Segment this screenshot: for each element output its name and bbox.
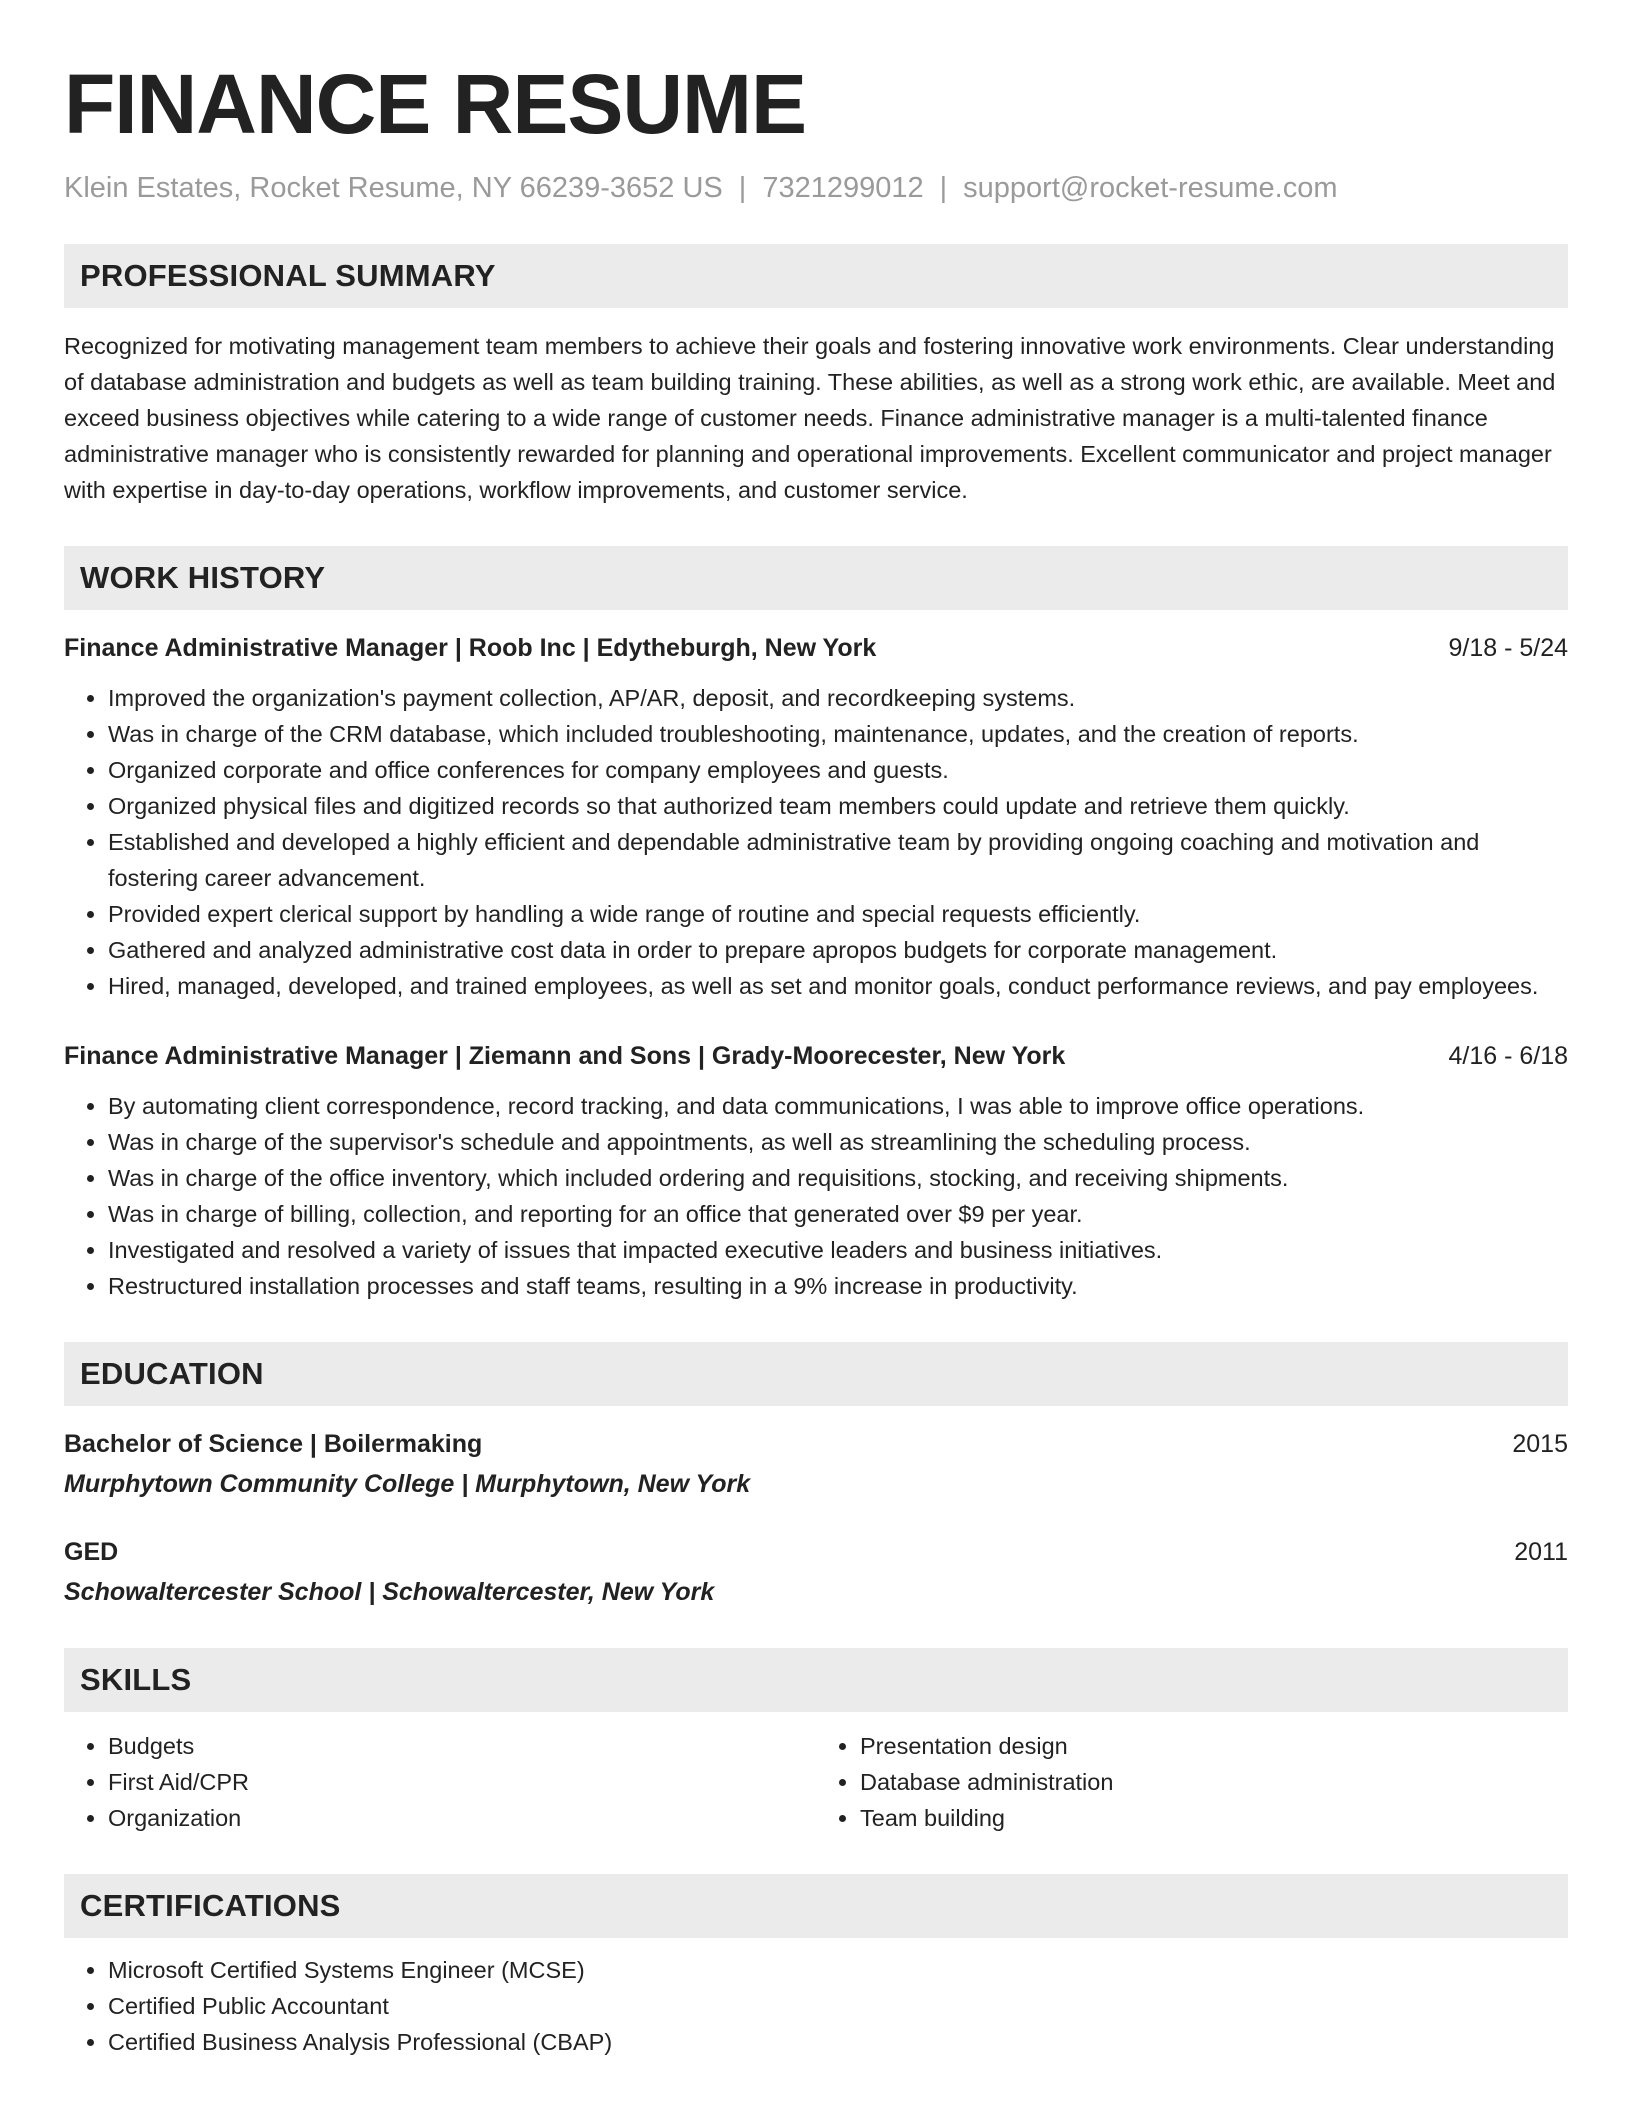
contact-line	[64, 170, 1568, 206]
job-bullet: • Investigated and resolved a variety of issues that impacted executive leaders and business initiatives.	[108, 1232, 1568, 1268]
education-school: Schowaltercester School | Schowaltercester, New York	[64, 1578, 715, 1606]
section-header-work	[64, 546, 1568, 610]
job-bullets	[64, 1088, 1568, 1304]
education-school: Murphytown Community College | Murphytown, New York	[64, 1470, 751, 1498]
job-entry	[64, 1038, 1568, 1304]
education-entry	[64, 1534, 1568, 1610]
contact-address: Klein Estates, Rocket Resume, NY 66239-3652 US	[64, 172, 723, 204]
job-dates: 9/18 - 5/24	[1448, 634, 1568, 662]
job-bullet: • Was in charge of billing, collection, and reporting for an office that generated over $9 per year.	[108, 1196, 1568, 1232]
contact-phone: 7321299012	[762, 172, 924, 204]
section-title-certifications: CERTIFICATIONS	[80, 1888, 341, 1923]
education-header	[64, 1534, 1568, 1570]
skill-item: • Database administration	[860, 1764, 1568, 1800]
skills-list	[64, 1728, 1568, 1836]
job-bullet: • Was in charge of the supervisor's schedule and appointments, as well as streamlining the scheduling process.	[108, 1124, 1568, 1160]
job-title: Finance Administrative Manager | Roob Inc | Edytheburgh, New York	[64, 634, 877, 662]
resume-title: FINANCE RESUME	[64, 57, 807, 151]
job-title: Finance Administrative Manager | Ziemann and Sons | Grady-Moorecester, New York	[64, 1042, 1066, 1070]
section-title-summary: PROFESSIONAL SUMMARY	[80, 258, 496, 293]
job-dates: 4/16 - 6/18	[1448, 1042, 1568, 1070]
job-entry	[64, 630, 1568, 1004]
education-degree: GED	[64, 1538, 119, 1566]
job-header	[64, 1038, 1568, 1074]
job-bullet: • Organized corporate and office conferences for company employees and guests.	[108, 752, 1568, 788]
contact-separator: |	[738, 172, 747, 204]
education-year: 2015	[1512, 1430, 1568, 1458]
education-year: 2011	[1514, 1538, 1568, 1566]
section-header-certifications	[64, 1874, 1568, 1938]
certification-item: • Microsoft Certified Systems Engineer (MCSE)	[108, 1952, 1568, 1988]
skill-item: • Team building	[860, 1800, 1568, 1836]
section-title-skills: SKILLS	[80, 1662, 192, 1697]
education-header	[64, 1426, 1568, 1462]
job-bullet: • Provided expert clerical support by handling a wide range of routine and special requests efficiently.	[108, 896, 1568, 932]
skills-column-left	[64, 1728, 816, 1836]
job-bullet: • By automating client correspondence, record tracking, and data communications, I was able to improve office operations.	[108, 1088, 1568, 1124]
section-header-education	[64, 1342, 1568, 1406]
skill-item: • Budgets	[108, 1728, 816, 1764]
skills-column-right	[816, 1728, 1568, 1836]
section-title-work: WORK HISTORY	[80, 560, 326, 595]
job-bullet: • Was in charge of the CRM database, which included troubleshooting, maintenance, updates, and the creation of reports.	[108, 716, 1568, 752]
education-entry	[64, 1426, 1568, 1502]
job-bullet: • Hired, managed, developed, and trained employees, as well as set and monitor goals, conduct performance reviews, and pay employees.	[108, 968, 1568, 1004]
contact-email: support@rocket-resume.com	[963, 172, 1338, 204]
job-bullets	[64, 680, 1568, 1004]
contact-separator: |	[939, 172, 948, 204]
job-bullet: • Established and developed a highly efficient and dependable administrative team by providing ongoing coaching and motivation and fostering career advancement.	[108, 824, 1568, 896]
job-bullet: • Improved the organization's payment collection, AP/AR, deposit, and recordkeeping systems.	[108, 680, 1568, 716]
certifications-list	[64, 1952, 1568, 2060]
section-header-summary	[64, 244, 1568, 308]
certification-item: • Certified Business Analysis Professional (CBAP)	[108, 2024, 1568, 2060]
section-title-education: EDUCATION	[80, 1356, 264, 1391]
skill-item: • Organization	[108, 1800, 816, 1836]
job-header	[64, 630, 1568, 666]
job-bullet: • Organized physical files and digitized records so that authorized team members could update and retrieve them quickly.	[108, 788, 1568, 824]
section-header-skills	[64, 1648, 1568, 1712]
job-bullet: • Was in charge of the office inventory, which included ordering and requisitions, stocking, and receiving shipments.	[108, 1160, 1568, 1196]
education-degree: Bachelor of Science | Boilermaking	[64, 1430, 483, 1458]
job-bullet: • Gathered and analyzed administrative cost data in order to prepare apropos budgets for corporate management.	[108, 932, 1568, 968]
job-bullet: • Restructured installation processes and staff teams, resulting in a 9% increase in productivity.	[108, 1268, 1568, 1304]
skill-item: • First Aid/CPR	[108, 1764, 816, 1800]
summary-text: Recognized for motivating management team members to achieve their goals and fostering innovative work environments. Clear understanding of database administration and budgets as well as team building training. These abilities, as well as a strong work ethic, are available. Meet and exceed business objectives while catering to a wide range of customer needs. Finance administrative manager is a multi-talented finance administrative manager who is consistently rewarded for planning and operational improvements. Excellent communicator and project manager with expertise in day-to-day operations, workflow improvements, and customer service.	[64, 333, 1556, 503]
skill-item: • Presentation design	[860, 1728, 1568, 1764]
certification-item: • Certified Public Accountant	[108, 1988, 1568, 2024]
